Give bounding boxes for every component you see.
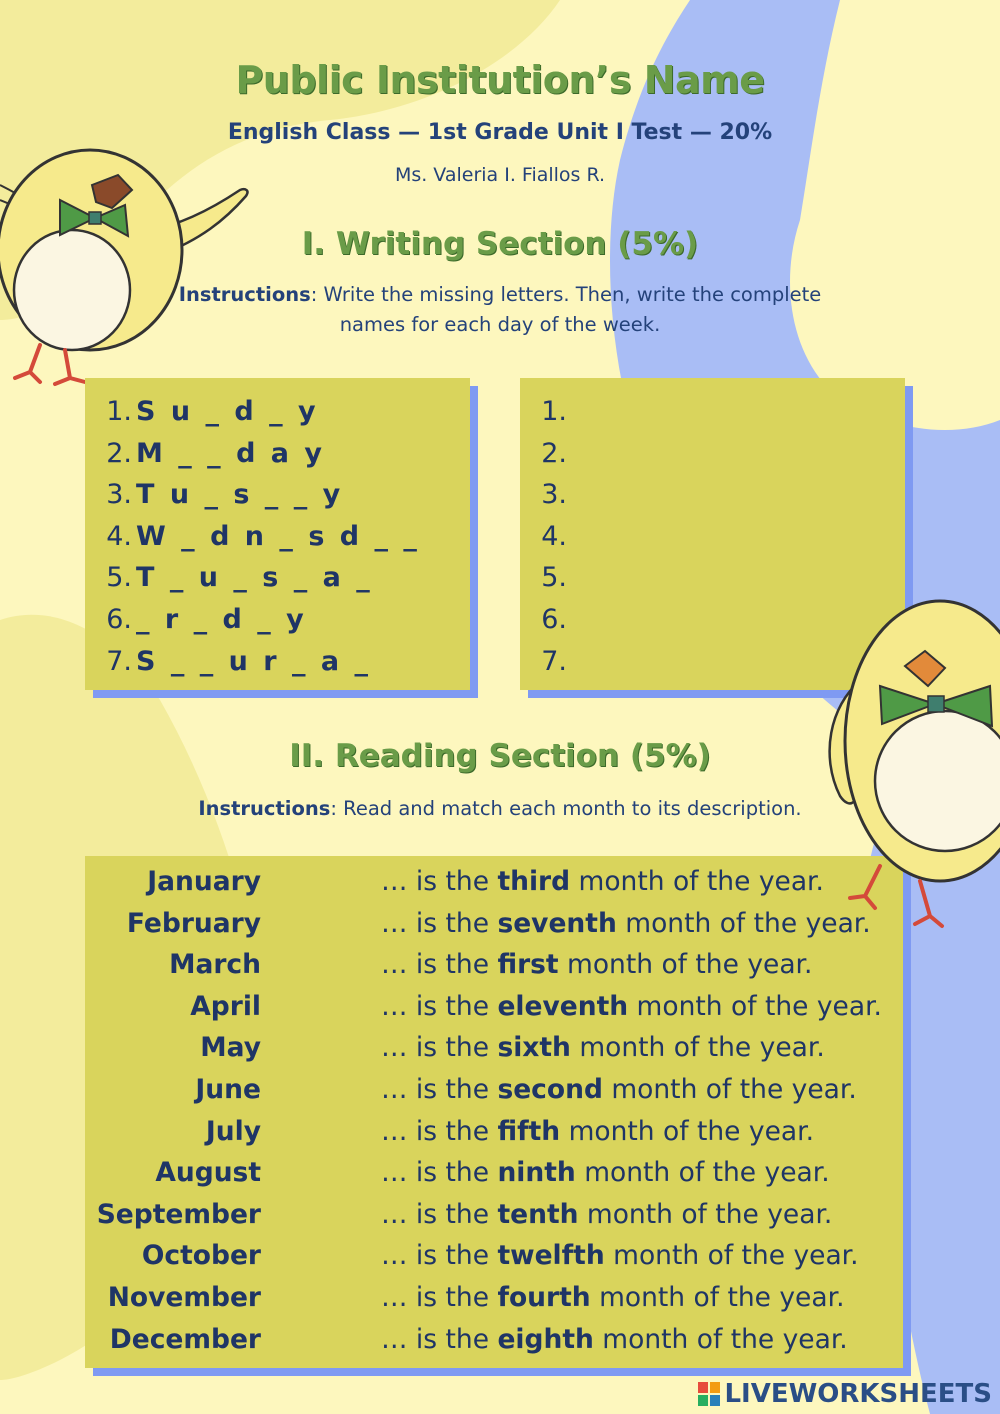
month-description[interactable]: … is the tenth month of the year. (381, 1198, 833, 1230)
answer-line[interactable]: 3. (541, 479, 567, 511)
month-description[interactable]: … is the seventh month of the year. (381, 907, 871, 939)
list-item: 4. W _ d n _ s d _ _ (106, 520, 420, 552)
answer-line[interactable]: 7. (541, 645, 567, 677)
reading-instructions-label: Instructions (198, 797, 331, 820)
month-name[interactable]: November (107, 1281, 261, 1313)
month-name[interactable]: July (205, 1115, 261, 1147)
month-description[interactable]: … is the eleventh month of the year. (381, 990, 882, 1022)
month-row (85, 1194, 903, 1236)
months-list (85, 861, 903, 1360)
answer-line[interactable]: 6. (541, 603, 567, 635)
month-name[interactable]: June (195, 1073, 261, 1105)
day-prompt[interactable]: W _ d n _ s d _ _ (136, 520, 420, 552)
brand-name: LIVEWORKSHEETS (724, 1379, 992, 1409)
month-description[interactable]: … is the twelfth month of the year. (381, 1240, 859, 1272)
writing-instructions-label: Instructions (178, 283, 311, 306)
month-name[interactable]: December (109, 1323, 261, 1355)
list-item: 6. _ r _ d _ y (106, 603, 307, 635)
writing-instructions (150, 280, 850, 340)
month-description[interactable]: … is the fifth month of the year. (381, 1115, 815, 1147)
reading-instructions-text: : Read and match each month to its description. (330, 797, 802, 820)
month-name[interactable]: February (126, 907, 261, 939)
month-row (85, 1111, 903, 1153)
month-row (85, 1027, 903, 1069)
month-row (85, 1069, 903, 1111)
liveworksheets-logo-icon (698, 1382, 720, 1406)
list-item: 7. S _ _ u r _ a _ (106, 645, 372, 677)
reading-instructions (150, 794, 850, 824)
month-name[interactable]: September (96, 1198, 261, 1230)
answer-line[interactable]: 5. (541, 562, 567, 594)
month-name[interactable]: May (200, 1032, 261, 1064)
day-prompt[interactable]: _ r _ d _ y (136, 603, 307, 635)
class-subtitle: English Class — 1st Grade Unit I Test — 20% (227, 120, 773, 145)
month-row (85, 986, 903, 1028)
month-description[interactable]: … is the eighth month of the year. (381, 1323, 848, 1355)
list-item: 1. S u _ d _ y (106, 396, 319, 427)
chick-illustration-right (820, 596, 1000, 936)
liveworksheets-brand[interactable] (698, 1378, 992, 1410)
month-description[interactable]: … is the ninth month of the year. (381, 1157, 830, 1189)
month-description[interactable]: … is the fourth month of the year. (381, 1281, 845, 1313)
month-name[interactable]: October (141, 1240, 261, 1272)
month-row (85, 903, 903, 945)
month-row (85, 1235, 903, 1277)
missing-letters-list (92, 391, 420, 682)
answer-line[interactable]: 1. (541, 396, 567, 427)
reading-section-title: II. Reading Section (5%) (289, 738, 711, 774)
teacher-name: Ms. Valeria I. Fiallos R. (394, 164, 606, 186)
list-item: 2. M _ _ d a y (106, 437, 326, 469)
month-name[interactable]: August (155, 1157, 261, 1189)
month-row (85, 1277, 903, 1319)
writing-instructions-text: : Write the missing letters. Then, write the complete names for each day of the week. (310, 283, 822, 336)
page-title: Public Institution’s Name (235, 58, 765, 102)
list-item: 5. T _ u _ s _ a _ (106, 562, 373, 594)
month-name[interactable]: March (169, 949, 261, 981)
month-description[interactable]: … is the sixth month of the year. (381, 1032, 825, 1064)
day-prompt[interactable]: S u _ d _ y (136, 396, 319, 427)
writing-section-title: I. Writing Section (5%) (301, 226, 699, 262)
month-row (85, 861, 903, 903)
day-prompt[interactable]: S _ _ u r _ a _ (136, 645, 372, 677)
month-description[interactable]: … is the first month of the year. (381, 949, 813, 981)
month-description[interactable]: … is the second month of the year. (381, 1073, 857, 1105)
month-name[interactable]: April (190, 990, 261, 1022)
month-row (85, 1152, 903, 1194)
month-name[interactable]: January (147, 866, 261, 897)
answer-line[interactable]: 2. (541, 437, 567, 469)
answers-list (527, 391, 571, 682)
day-prompt[interactable]: T _ u _ s _ a _ (136, 562, 373, 594)
list-item: 3. T u _ s _ _ y (106, 479, 344, 511)
day-prompt[interactable]: T u _ s _ _ y (136, 479, 344, 511)
month-description[interactable]: … is the third month of the year. (381, 866, 824, 897)
month-row (85, 944, 903, 986)
answer-line[interactable]: 4. (541, 520, 567, 552)
month-row (85, 1319, 903, 1361)
day-prompt[interactable]: M _ _ d a y (136, 437, 326, 469)
